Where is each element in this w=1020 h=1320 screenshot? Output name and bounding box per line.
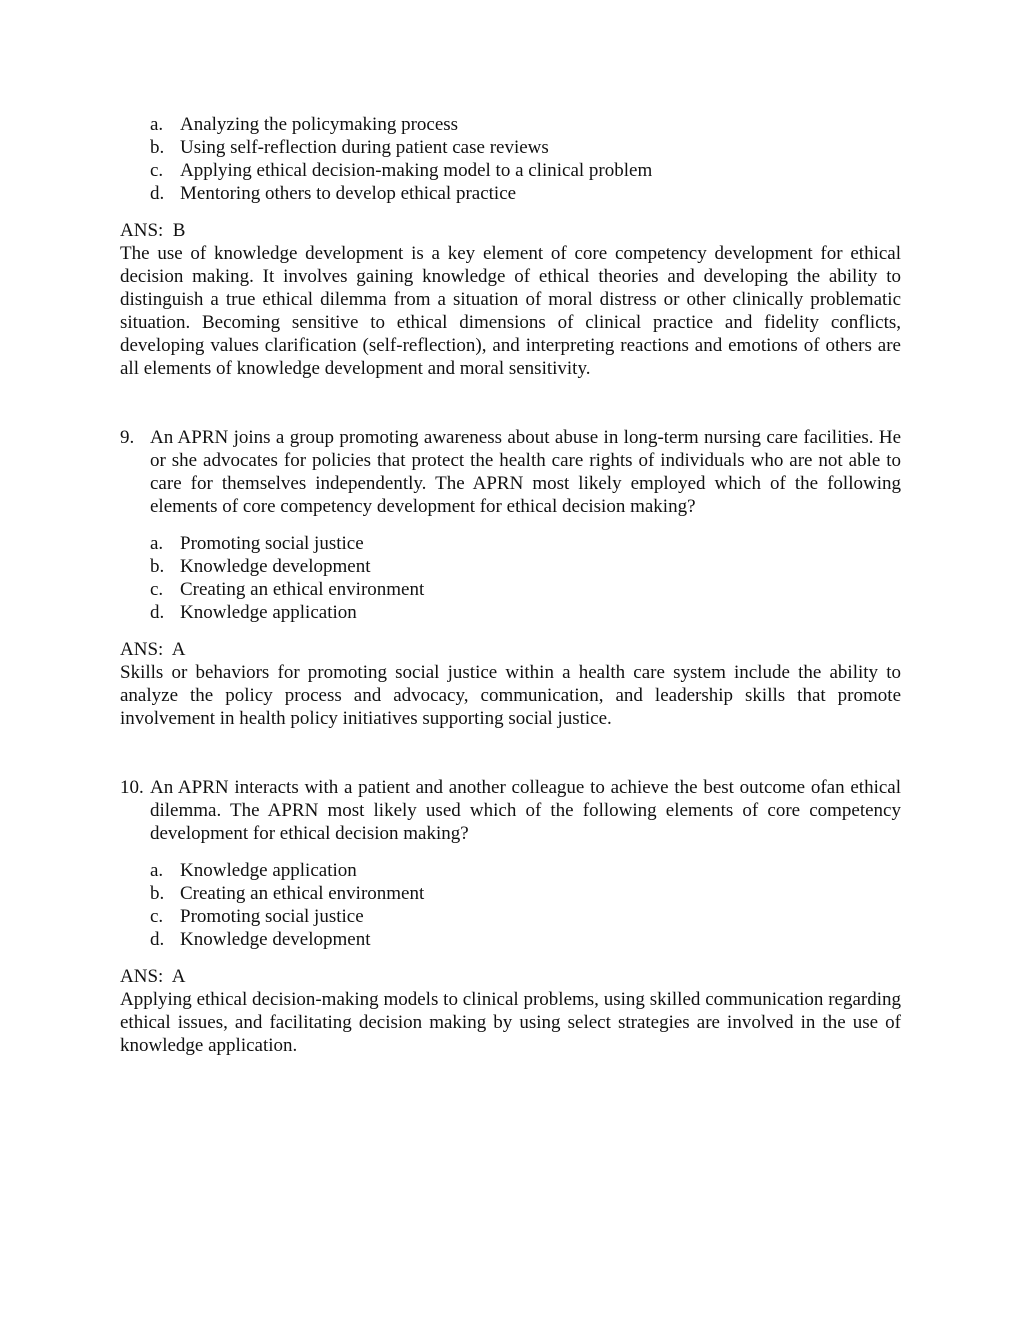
question-block-8 xyxy=(120,113,901,380)
question-number: 10. xyxy=(120,777,144,798)
option-letter: d. xyxy=(150,183,165,204)
option-c xyxy=(120,578,901,601)
question-text: An APRN interacts with a patient and another colleague to achieve the best outcome ofan ethical dilemma. The APRN most likely used which of the following elements of core competency development for ethical decision making? xyxy=(150,777,901,844)
option-d xyxy=(120,182,901,205)
option-letter: c. xyxy=(150,579,164,600)
option-text: Knowledge application xyxy=(180,860,357,881)
question-number: 9. xyxy=(120,427,135,448)
option-letter: c. xyxy=(150,160,164,181)
option-b xyxy=(120,136,901,159)
option-text: Promoting social justice xyxy=(180,906,364,927)
option-letter: b. xyxy=(150,556,165,577)
option-letter: b. xyxy=(150,137,165,158)
option-letter: d. xyxy=(150,929,165,950)
option-text: Knowledge application xyxy=(180,602,357,623)
option-a xyxy=(120,113,901,136)
answer-label: ANS: A xyxy=(120,639,186,660)
option-text: Knowledge development xyxy=(180,556,371,577)
document-page xyxy=(120,113,901,1057)
question-9 xyxy=(120,426,901,518)
option-letter: d. xyxy=(150,602,165,623)
answer-label: ANS: A xyxy=(120,966,186,987)
option-text: Creating an ethical environment xyxy=(180,883,425,904)
rationale-text: Skills or behaviors for promoting social justice within a health care system include the ability to analyze the policy process and advocacy, communication, and leadership skills that promote involvement in health policy initiatives supporting social justice. xyxy=(120,662,901,729)
option-letter: c. xyxy=(150,906,164,927)
option-letter: a. xyxy=(150,114,164,135)
option-c xyxy=(120,905,901,928)
option-text: Applying ethical decision-making model to a clinical problem xyxy=(180,160,653,181)
option-text: Promoting social justice xyxy=(180,533,364,554)
option-text: Analyzing the policymaking process xyxy=(180,114,459,135)
option-text: Creating an ethical environment xyxy=(180,579,425,600)
option-c xyxy=(120,159,901,182)
option-d xyxy=(120,928,901,951)
question-text: An APRN joins a group promoting awareness about abuse in long-term nursing care facilities. He or she advocates for policies that protect the health care rights of individuals who are not able to care for themselves independently. The APRN most likely employed which of the following elements of core competency development for ethical decision making? xyxy=(150,427,901,517)
rationale-text: The use of knowledge development is a key element of core competency development for ethical decision making. It involves gaining knowledge of ethical theories and developing the ability to distinguish a true ethical dilemma from a situation of moral distress or other clinically problematic situation. Becoming sensitive to ethical dimensions of clinical practice and fidelity conflicts, developing values clarification (self-reflection), and interpreting reactions and emotions of others are all elements of knowledge development and moral sensitivity. xyxy=(120,243,901,379)
question-block-10 xyxy=(120,776,901,1057)
option-b xyxy=(120,882,901,905)
option-letter: b. xyxy=(150,883,165,904)
option-letter: a. xyxy=(150,860,164,881)
rationale-text: Applying ethical decision-making models to clinical problems, using skilled communication regarding ethical issues, and facilitating decision making by using select strategies are involved in the use of knowledge application. xyxy=(120,989,901,1056)
option-d xyxy=(120,601,901,624)
option-text: Using self-reflection during patient case reviews xyxy=(180,137,549,158)
option-a xyxy=(120,859,901,882)
option-a xyxy=(120,532,901,555)
question-block-9 xyxy=(120,426,901,730)
option-letter: a. xyxy=(150,533,164,554)
answer-label: ANS: B xyxy=(120,220,186,241)
option-text: Knowledge development xyxy=(180,929,371,950)
question-10 xyxy=(120,776,901,845)
option-text: Mentoring others to develop ethical practice xyxy=(180,183,517,204)
option-b xyxy=(120,555,901,578)
